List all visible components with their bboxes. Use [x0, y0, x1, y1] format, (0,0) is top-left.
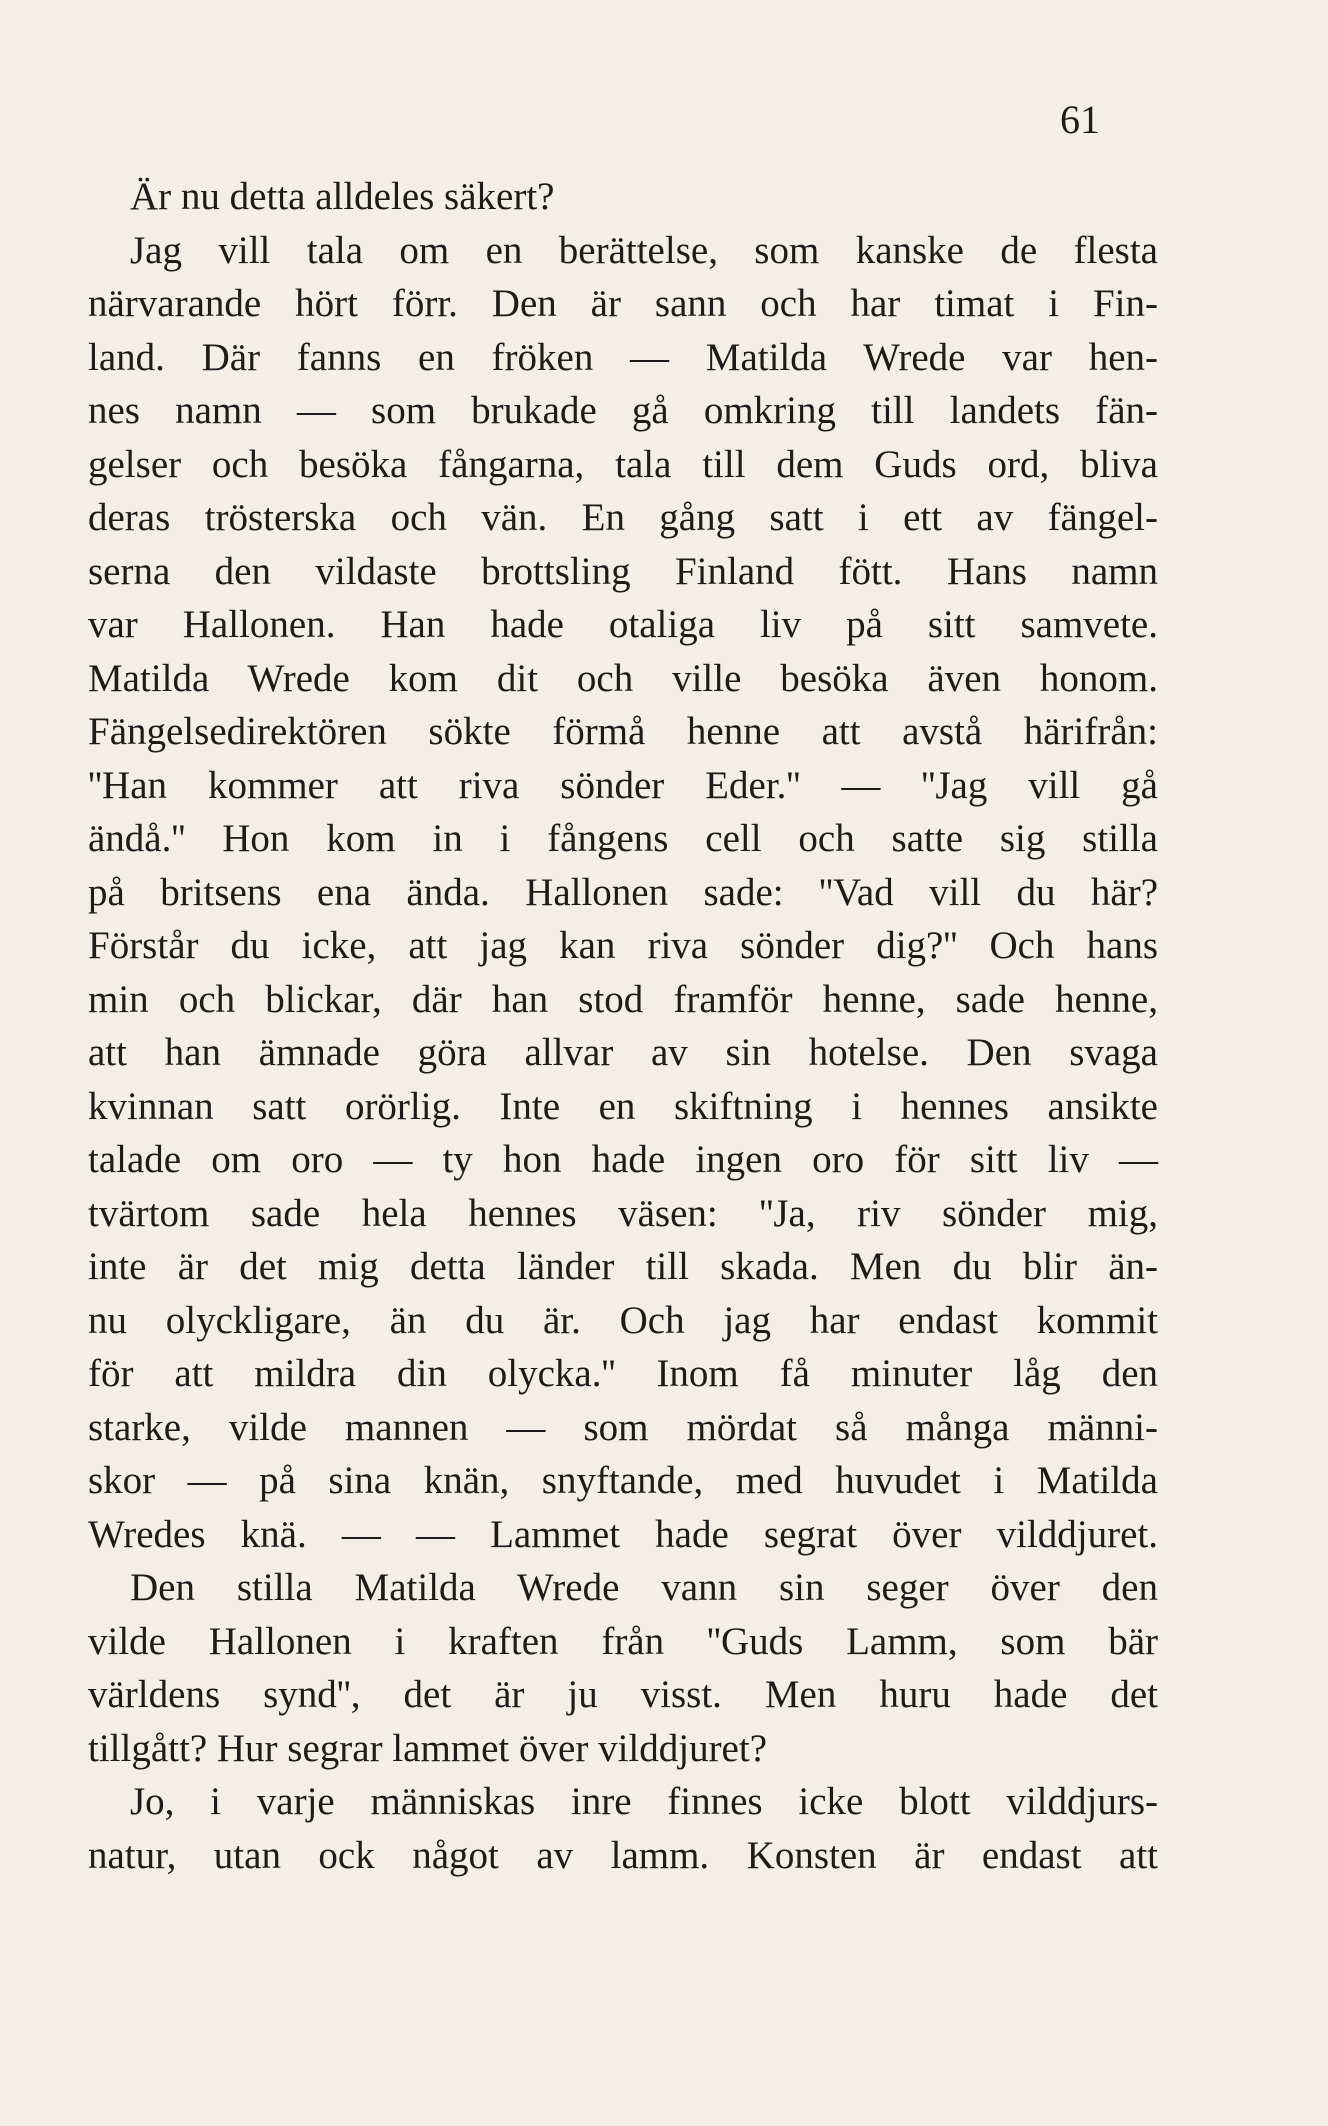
text-line: tvärtom sade hela hennes väsen: ''Ja, riv sönder mig,	[88, 1191, 1158, 1235]
text-line: natur, utan ock något av lamm. Konsten är endast att	[88, 1833, 1158, 1877]
text-line: Matilda Wrede kom dit och ville besöka även honom.	[88, 656, 1158, 700]
text-line: för att mildra din olycka.'' Inom få minuter låg den	[88, 1352, 1158, 1395]
text-line: Är nu detta alldeles säkert?	[130, 175, 555, 218]
text-line: tillgått? Hur segrar lammet över vilddjuret?	[88, 1726, 768, 1770]
text-line: land. Där fanns en fröken — Matilda Wrede var hen-	[88, 335, 1158, 379]
text-line: Den stilla Matilda Wrede vann sin seger över den	[130, 1566, 1158, 1609]
text-line: inte är det mig detta länder till skada. Men du blir än-	[88, 1245, 1158, 1288]
text-line: starke, vilde mannen — som mördat så många männi-	[88, 1405, 1158, 1449]
text-line: ändå.'' Hon kom in i fångens cell och satte sig stilla	[88, 817, 1158, 860]
text-line: skor — på sina knän, snyftande, med huvudet i Matilda	[88, 1459, 1158, 1502]
text-line: deras trösterska och vän. En gång satt i ett av fängel-	[88, 496, 1158, 539]
text-line: Wredes knä. — — Lammet hade segrat över vilddjuret.	[88, 1512, 1158, 1556]
text-line: talade om oro — ty hon hade ingen oro för sitt liv —	[88, 1138, 1158, 1181]
text-line: Förstår du icke, att jag kan riva sönder dig?'' Och hans	[88, 924, 1158, 967]
text-line: gelser och besöka fångarna, tala till dem Guds ord, bliva	[88, 442, 1158, 486]
text-line: Fängelsedirektören sökte förmå henne att avstå härifrån:	[88, 710, 1158, 753]
text-line: att han ämnade göra allvar av sin hotelse. Den svaga	[88, 1031, 1158, 1074]
text-line: min och blickar, där han stod framför henne, sade henne,	[88, 977, 1158, 1021]
text-line: vilde Hallonen i kraften från ''Guds Lamm, som bär	[88, 1619, 1158, 1663]
text-line: nes namn — som brukade gå omkring till landets fän-	[88, 389, 1158, 432]
text-line: ''Han kommer att riva sönder Eder.'' — ''Jag vill gå	[88, 763, 1158, 807]
page-number: 61	[1060, 97, 1100, 142]
text-line: serna den vildaste brottsling Finland fött. Hans namn	[88, 549, 1158, 593]
text-line: var Hallonen. Han hade otaliga liv på sitt samvete.	[88, 603, 1158, 646]
text-line: på britsens ena ända. Hallonen sade: ''Vad vill du här?	[88, 870, 1158, 914]
text-line: Jag vill tala om en berättelse, som kanske de flesta	[130, 228, 1158, 272]
text-line: Jo, i varje människas inre finnes icke blott vilddjurs-	[130, 1780, 1158, 1823]
text-line: nu olyckligare, än du är. Och jag har endast kommit	[88, 1298, 1158, 1342]
text-line: världens synd'', det är ju visst. Men huru hade det	[88, 1673, 1158, 1716]
text-line: närvarande hört förr. Den är sann och har timat i Fin-	[88, 282, 1158, 325]
body-text	[88, 170, 1158, 1882]
text-line: kvinnan satt orörlig. Inte en skiftning i hennes ansikte	[88, 1084, 1158, 1128]
